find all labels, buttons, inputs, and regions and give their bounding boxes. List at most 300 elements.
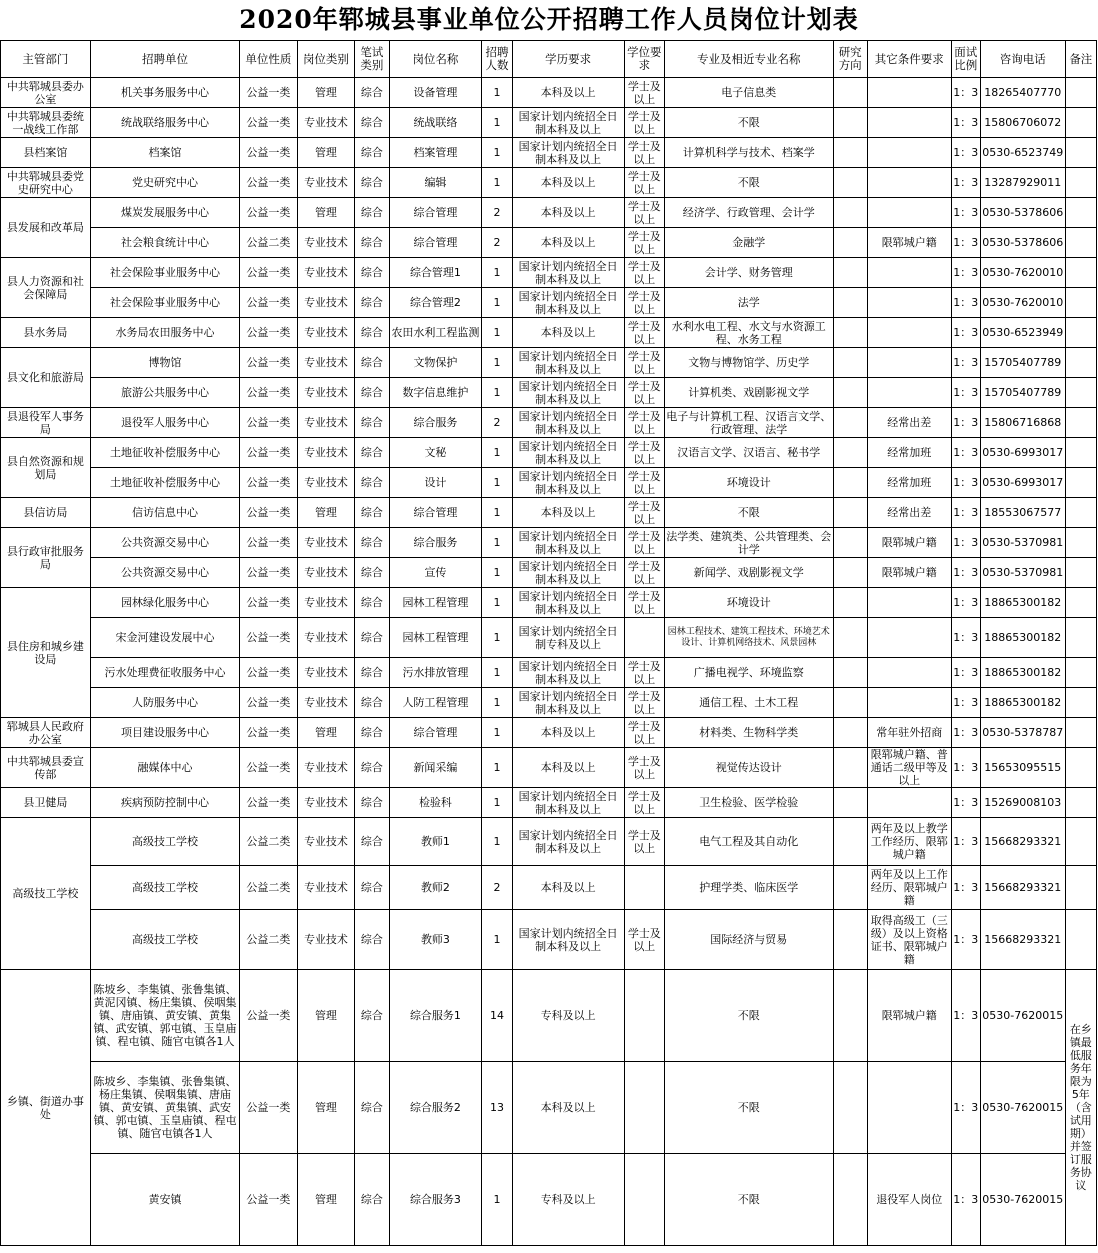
unit-cell: 土地征收补偿服务中心 — [90, 468, 239, 498]
count-cell: 2 — [482, 198, 512, 228]
degree-cell: 学士及以上 — [624, 228, 664, 258]
major-cell: 护理学类、临床医学 — [665, 866, 834, 910]
table-row — [1, 378, 1097, 408]
exam-cell: 综合 — [355, 818, 389, 866]
category-cell: 管理 — [297, 138, 355, 168]
direction-cell — [833, 168, 867, 198]
category-cell: 专业技术 — [297, 528, 355, 558]
degree-cell: 学士及以上 — [624, 258, 664, 288]
post-cell: 综合管理 — [389, 198, 482, 228]
category-cell: 管理 — [297, 498, 355, 528]
education-cell: 本科及以上 — [512, 866, 624, 910]
dept-cell: 郓城县人民政府办公室 — [1, 718, 91, 748]
ratio-cell: 1：3 — [951, 138, 980, 168]
phone-cell: 0530-5378606 — [980, 198, 1065, 228]
unit-cell: 退役军人服务中心 — [90, 408, 239, 438]
other-cell — [867, 288, 951, 318]
unit-cell: 园林绿化服务中心 — [90, 588, 239, 618]
major-cell: 不限 — [665, 498, 834, 528]
unit-cell: 党史研究中心 — [90, 168, 239, 198]
post-cell: 数字信息维护 — [389, 378, 482, 408]
ratio-cell: 1：3 — [951, 866, 980, 910]
table-row — [1, 1154, 1097, 1246]
degree-cell: 学士及以上 — [624, 658, 664, 688]
count-cell: 2 — [482, 408, 512, 438]
degree-cell: 学士及以上 — [624, 378, 664, 408]
phone-cell: 18865300182 — [980, 658, 1065, 688]
count-cell: 1 — [482, 910, 512, 970]
ratio-cell: 1：3 — [951, 408, 980, 438]
header-cell: 专业及相近专业名称 — [665, 41, 834, 78]
other-cell: 经常加班 — [867, 468, 951, 498]
note-cell — [1065, 618, 1096, 658]
post-cell: 综合服务 — [389, 408, 482, 438]
education-cell: 国家计划内统招全日制本科及以上 — [512, 288, 624, 318]
direction-cell — [833, 818, 867, 866]
count-cell: 1 — [482, 78, 512, 108]
direction-cell — [833, 318, 867, 348]
nature-cell: 公益一类 — [240, 378, 298, 408]
count-cell: 1 — [482, 288, 512, 318]
count-cell: 1 — [482, 688, 512, 718]
nature-cell: 公益一类 — [240, 198, 298, 228]
education-cell: 国家计划内统招全日制本科及以上 — [512, 528, 624, 558]
exam-cell: 综合 — [355, 468, 389, 498]
exam-cell: 综合 — [355, 688, 389, 718]
table-row — [1, 718, 1097, 748]
category-cell: 专业技术 — [297, 408, 355, 438]
exam-cell: 综合 — [355, 378, 389, 408]
post-cell: 新闻采编 — [389, 748, 482, 788]
phone-cell: 0530-5370981 — [980, 528, 1065, 558]
major-cell: 经济学、行政管理、会计学 — [665, 198, 834, 228]
table-row — [1, 910, 1097, 970]
degree-cell: 学士及以上 — [624, 108, 664, 138]
header-cell: 研究方向 — [833, 41, 867, 78]
exam-cell: 综合 — [355, 198, 389, 228]
exam-cell: 综合 — [355, 78, 389, 108]
education-cell: 国家计划内统招全日制本科及以上 — [512, 378, 624, 408]
education-cell: 国家计划内统招全日制本科及以上 — [512, 468, 624, 498]
post-cell: 编辑 — [389, 168, 482, 198]
dept-cell: 中共郓城县委宣传部 — [1, 748, 91, 788]
header-cell: 岗位类别 — [297, 41, 355, 78]
unit-cell: 污水处理费征收服务中心 — [90, 658, 239, 688]
degree-cell — [624, 1062, 664, 1154]
category-cell: 专业技术 — [297, 788, 355, 818]
category-cell: 专业技术 — [297, 468, 355, 498]
count-cell: 1 — [482, 748, 512, 788]
phone-cell: 0530-7620010 — [980, 288, 1065, 318]
degree-cell: 学士及以上 — [624, 688, 664, 718]
ratio-cell: 1：3 — [951, 468, 980, 498]
count-cell: 1 — [482, 468, 512, 498]
ratio-cell: 1：3 — [951, 528, 980, 558]
count-cell: 1 — [482, 818, 512, 866]
exam-cell: 综合 — [355, 588, 389, 618]
other-cell: 限郓城户籍 — [867, 528, 951, 558]
nature-cell: 公益一类 — [240, 970, 298, 1062]
unit-cell: 机关事务服务中心 — [90, 78, 239, 108]
dept-cell: 县退役军人事务局 — [1, 408, 91, 438]
exam-cell: 综合 — [355, 528, 389, 558]
count-cell: 1 — [482, 438, 512, 468]
phone-cell: 18865300182 — [980, 618, 1065, 658]
degree-cell — [624, 618, 664, 658]
degree-cell: 学士及以上 — [624, 78, 664, 108]
education-cell: 本科及以上 — [512, 1062, 624, 1154]
education-cell: 国家计划内统招全日制本科及以上 — [512, 408, 624, 438]
major-cell: 广播电视学、环境监察 — [665, 658, 834, 688]
direction-cell — [833, 528, 867, 558]
nature-cell: 公益一类 — [240, 1154, 298, 1246]
unit-cell: 黄安镇 — [90, 1154, 239, 1246]
post-cell: 综合服务 — [389, 528, 482, 558]
table-row — [1, 658, 1097, 688]
table-row — [1, 288, 1097, 318]
note-cell — [1065, 288, 1096, 318]
note-cell — [1065, 588, 1096, 618]
note-cell — [1065, 688, 1096, 718]
category-cell: 管理 — [297, 718, 355, 748]
exam-cell: 综合 — [355, 658, 389, 688]
dept-cell: 县水务局 — [1, 318, 91, 348]
ratio-cell: 1：3 — [951, 498, 980, 528]
major-cell: 电气工程及其自动化 — [665, 818, 834, 866]
other-cell — [867, 618, 951, 658]
note-cell: 在乡镇最低服务年限为5年（含试用期）并签订服务协议 — [1065, 970, 1096, 1246]
exam-cell: 综合 — [355, 138, 389, 168]
exam-cell: 综合 — [355, 910, 389, 970]
table-row — [1, 468, 1097, 498]
note-cell — [1065, 498, 1096, 528]
note-cell — [1065, 910, 1096, 970]
degree-cell: 学士及以上 — [624, 818, 664, 866]
other-cell: 退役军人岗位 — [867, 1154, 951, 1246]
nature-cell: 公益一类 — [240, 288, 298, 318]
ratio-cell: 1：3 — [951, 378, 980, 408]
category-cell: 专业技术 — [297, 558, 355, 588]
category-cell: 管理 — [297, 970, 355, 1062]
nature-cell: 公益一类 — [240, 438, 298, 468]
other-cell — [867, 688, 951, 718]
count-cell: 1 — [482, 168, 512, 198]
unit-cell: 公共资源交易中心 — [90, 528, 239, 558]
post-cell: 农田水利工程监测 — [389, 318, 482, 348]
direction-cell — [833, 788, 867, 818]
major-cell: 材料类、生物科学类 — [665, 718, 834, 748]
ratio-cell: 1：3 — [951, 970, 980, 1062]
phone-cell: 0530-5378606 — [980, 228, 1065, 258]
exam-cell: 综合 — [355, 288, 389, 318]
category-cell: 专业技术 — [297, 688, 355, 718]
category-cell: 专业技术 — [297, 378, 355, 408]
table-row — [1, 438, 1097, 468]
note-cell — [1065, 866, 1096, 910]
category-cell: 专业技术 — [297, 748, 355, 788]
dept-cell: 县信访局 — [1, 498, 91, 528]
ratio-cell: 1：3 — [951, 910, 980, 970]
ratio-cell: 1：3 — [951, 558, 980, 588]
count-cell: 1 — [482, 258, 512, 288]
table-row — [1, 348, 1097, 378]
note-cell — [1065, 138, 1096, 168]
post-cell: 文物保护 — [389, 348, 482, 378]
major-cell: 计算机科学与技术、档案学 — [665, 138, 834, 168]
other-cell — [867, 588, 951, 618]
table-row — [1, 258, 1097, 288]
degree-cell: 学士及以上 — [624, 748, 664, 788]
category-cell: 专业技术 — [297, 168, 355, 198]
note-cell — [1065, 818, 1096, 866]
major-cell: 不限 — [665, 970, 834, 1062]
post-cell: 园林工程管理 — [389, 588, 482, 618]
header-cell: 学历要求 — [512, 41, 624, 78]
ratio-cell: 1：3 — [951, 618, 980, 658]
degree-cell: 学士及以上 — [624, 528, 664, 558]
note-cell — [1065, 198, 1096, 228]
post-cell: 设计 — [389, 468, 482, 498]
category-cell: 管理 — [297, 198, 355, 228]
category-cell: 专业技术 — [297, 866, 355, 910]
unit-cell: 社会保险事业服务中心 — [90, 288, 239, 318]
major-cell: 新闻学、戏剧影视文学 — [665, 558, 834, 588]
count-cell: 1 — [482, 318, 512, 348]
post-cell: 综合管理 — [389, 718, 482, 748]
direction-cell — [833, 688, 867, 718]
table-row — [1, 588, 1097, 618]
count-cell: 1 — [482, 718, 512, 748]
post-cell: 综合服务3 — [389, 1154, 482, 1246]
unit-cell: 社会粮食统计中心 — [90, 228, 239, 258]
degree-cell: 学士及以上 — [624, 138, 664, 168]
unit-cell: 陈坡乡、李集镇、张鲁集镇、杨庄集镇、侯咽集镇、唐庙镇、黄安镇、黄集镇、武安镇、郭屯镇、玉皇庙镇、程屯镇、随官屯镇各1人 — [90, 1062, 239, 1154]
nature-cell: 公益一类 — [240, 748, 298, 788]
ratio-cell: 1：3 — [951, 288, 980, 318]
education-cell: 国家计划内统招全日制本科及以上 — [512, 258, 624, 288]
nature-cell: 公益一类 — [240, 348, 298, 378]
exam-cell: 综合 — [355, 168, 389, 198]
exam-cell: 综合 — [355, 348, 389, 378]
table-row — [1, 78, 1097, 108]
note-cell — [1065, 658, 1096, 688]
unit-cell: 档案馆 — [90, 138, 239, 168]
education-cell: 本科及以上 — [512, 228, 624, 258]
education-cell: 国家计划内统招全日制本科及以上 — [512, 558, 624, 588]
note-cell — [1065, 408, 1096, 438]
post-cell: 教师3 — [389, 910, 482, 970]
major-cell: 环境设计 — [665, 468, 834, 498]
degree-cell: 学士及以上 — [624, 718, 664, 748]
ratio-cell: 1：3 — [951, 1062, 980, 1154]
ratio-cell: 1：3 — [951, 168, 980, 198]
other-cell: 常年驻外招商 — [867, 718, 951, 748]
ratio-cell: 1：3 — [951, 108, 980, 138]
exam-cell: 综合 — [355, 618, 389, 658]
other-cell — [867, 378, 951, 408]
table-row — [1, 108, 1097, 138]
phone-cell: 15806716868 — [980, 408, 1065, 438]
note-cell — [1065, 718, 1096, 748]
major-cell: 金融学 — [665, 228, 834, 258]
direction-cell — [833, 910, 867, 970]
post-cell: 综合管理2 — [389, 288, 482, 318]
note-cell — [1065, 228, 1096, 258]
nature-cell: 公益一类 — [240, 788, 298, 818]
post-cell: 教师2 — [389, 866, 482, 910]
degree-cell: 学士及以上 — [624, 288, 664, 318]
dept-cell: 县卫健局 — [1, 788, 91, 818]
post-cell: 污水排放管理 — [389, 658, 482, 688]
phone-cell: 0530-6523949 — [980, 318, 1065, 348]
post-cell: 综合管理1 — [389, 258, 482, 288]
table-row — [1, 168, 1097, 198]
table-row — [1, 498, 1097, 528]
unit-cell: 煤炭发展服务中心 — [90, 198, 239, 228]
nature-cell: 公益一类 — [240, 498, 298, 528]
direction-cell — [833, 288, 867, 318]
other-cell: 限郓城户籍 — [867, 970, 951, 1062]
ratio-cell: 1：3 — [951, 438, 980, 468]
count-cell: 1 — [482, 348, 512, 378]
degree-cell: 学士及以上 — [624, 408, 664, 438]
nature-cell: 公益一类 — [240, 528, 298, 558]
header-cell: 招聘人数 — [482, 41, 512, 78]
phone-cell: 13287929011 — [980, 168, 1065, 198]
education-cell: 国家计划内统招全日制本科及以上 — [512, 588, 624, 618]
post-cell: 园林工程管理 — [389, 618, 482, 658]
direction-cell — [833, 658, 867, 688]
category-cell: 专业技术 — [297, 318, 355, 348]
unit-cell: 项目建设服务中心 — [90, 718, 239, 748]
category-cell: 专业技术 — [297, 438, 355, 468]
post-cell: 综合管理 — [389, 228, 482, 258]
direction-cell — [833, 588, 867, 618]
count-cell: 1 — [482, 618, 512, 658]
table-row — [1, 408, 1097, 438]
direction-cell — [833, 618, 867, 658]
direction-cell — [833, 378, 867, 408]
direction-cell — [833, 1062, 867, 1154]
unit-cell: 社会保险事业服务中心 — [90, 258, 239, 288]
phone-cell: 0530-6993017 — [980, 468, 1065, 498]
recruitment-table — [0, 40, 1097, 1246]
major-cell: 法学类、建筑类、公共管理类、会计学 — [666, 529, 832, 556]
post-cell: 宣传 — [389, 558, 482, 588]
note-cell — [1065, 318, 1096, 348]
education-cell: 国家计划内统招全日制本科及以上 — [512, 138, 624, 168]
other-cell — [867, 348, 951, 378]
dept-cell: 县人力资源和社会保障局 — [1, 258, 91, 318]
nature-cell: 公益一类 — [240, 688, 298, 718]
unit-cell: 宋金河建设发展中心 — [90, 618, 239, 658]
ratio-cell: 1：3 — [951, 258, 980, 288]
major-cell: 汉语言文学、汉语言、秘书学 — [665, 438, 834, 468]
direction-cell — [833, 1154, 867, 1246]
dept-cell: 县行政审批服务局 — [1, 528, 91, 588]
dept-cell: 县发展和改革局 — [1, 198, 91, 258]
category-cell: 专业技术 — [297, 818, 355, 866]
unit-cell: 旅游公共服务中心 — [90, 378, 239, 408]
education-cell: 国家计划内统招全日制本科及以上 — [512, 788, 624, 818]
category-cell: 专业技术 — [297, 258, 355, 288]
degree-cell: 学士及以上 — [624, 168, 664, 198]
phone-cell: 0530-6993017 — [980, 438, 1065, 468]
category-cell: 专业技术 — [297, 910, 355, 970]
other-cell — [867, 788, 951, 818]
count-cell: 1 — [482, 658, 512, 688]
exam-cell: 综合 — [355, 1154, 389, 1246]
nature-cell: 公益一类 — [240, 558, 298, 588]
post-cell: 人防工程管理 — [389, 688, 482, 718]
other-cell — [867, 78, 951, 108]
major-cell: 不限 — [665, 1154, 834, 1246]
post-cell: 教师1 — [389, 818, 482, 866]
other-cell: 限郓城户籍 — [867, 558, 951, 588]
direction-cell — [833, 468, 867, 498]
degree-cell: 学士及以上 — [624, 910, 664, 970]
phone-cell: 15668293321 — [980, 910, 1065, 970]
phone-cell: 18265407770 — [980, 78, 1065, 108]
degree-cell — [624, 866, 664, 910]
major-cell: 电子与计算机工程、汉语言文学、行政管理、法学 — [666, 409, 832, 436]
exam-cell: 综合 — [355, 558, 389, 588]
phone-cell: 15705407789 — [980, 348, 1065, 378]
count-cell: 13 — [482, 1062, 512, 1154]
note-cell — [1065, 108, 1096, 138]
header-cell: 备注 — [1065, 41, 1096, 78]
dept-cell: 县档案馆 — [1, 138, 91, 168]
phone-cell: 0530-7620015 — [980, 1154, 1065, 1246]
major-cell: 文物与博物馆学、历史学 — [665, 348, 834, 378]
table-row — [1, 866, 1097, 910]
category-cell: 专业技术 — [297, 228, 355, 258]
other-cell: 经常出差 — [867, 408, 951, 438]
note-cell — [1065, 78, 1096, 108]
table-row — [1, 788, 1097, 818]
exam-cell: 综合 — [355, 498, 389, 528]
nature-cell: 公益二类 — [240, 228, 298, 258]
education-cell: 国家计划内统招全日制本科及以上 — [512, 108, 624, 138]
dept-cell: 县文化和旅游局 — [1, 348, 91, 408]
table-row — [1, 138, 1097, 168]
nature-cell: 公益一类 — [240, 468, 298, 498]
count-cell: 1 — [482, 1154, 512, 1246]
degree-cell: 学士及以上 — [624, 348, 664, 378]
note-cell — [1065, 258, 1096, 288]
ratio-cell: 1：3 — [951, 658, 980, 688]
nature-cell: 公益一类 — [240, 718, 298, 748]
note-cell — [1065, 748, 1096, 788]
phone-cell: 18553067577 — [980, 498, 1065, 528]
count-cell: 2 — [482, 866, 512, 910]
ratio-cell: 1：3 — [951, 318, 980, 348]
degree-cell: 学士及以上 — [624, 468, 664, 498]
header-cell: 面试比例 — [951, 41, 980, 78]
education-cell: 本科及以上 — [512, 318, 624, 348]
unit-cell: 高级技工学校 — [90, 866, 239, 910]
phone-cell: 18865300182 — [980, 588, 1065, 618]
education-cell: 专科及以上 — [512, 970, 624, 1062]
count-cell: 1 — [482, 138, 512, 168]
unit-cell: 融媒体中心 — [90, 748, 239, 788]
direction-cell — [833, 228, 867, 258]
major-cell: 园林工程技术、建筑工程技术、环境艺术设计、计算机网络技术、风景园林 — [665, 618, 834, 658]
education-cell: 本科及以上 — [512, 498, 624, 528]
direction-cell — [833, 78, 867, 108]
phone-cell: 0530-6523749 — [980, 138, 1065, 168]
major-cell: 国际经济与贸易 — [665, 910, 834, 970]
